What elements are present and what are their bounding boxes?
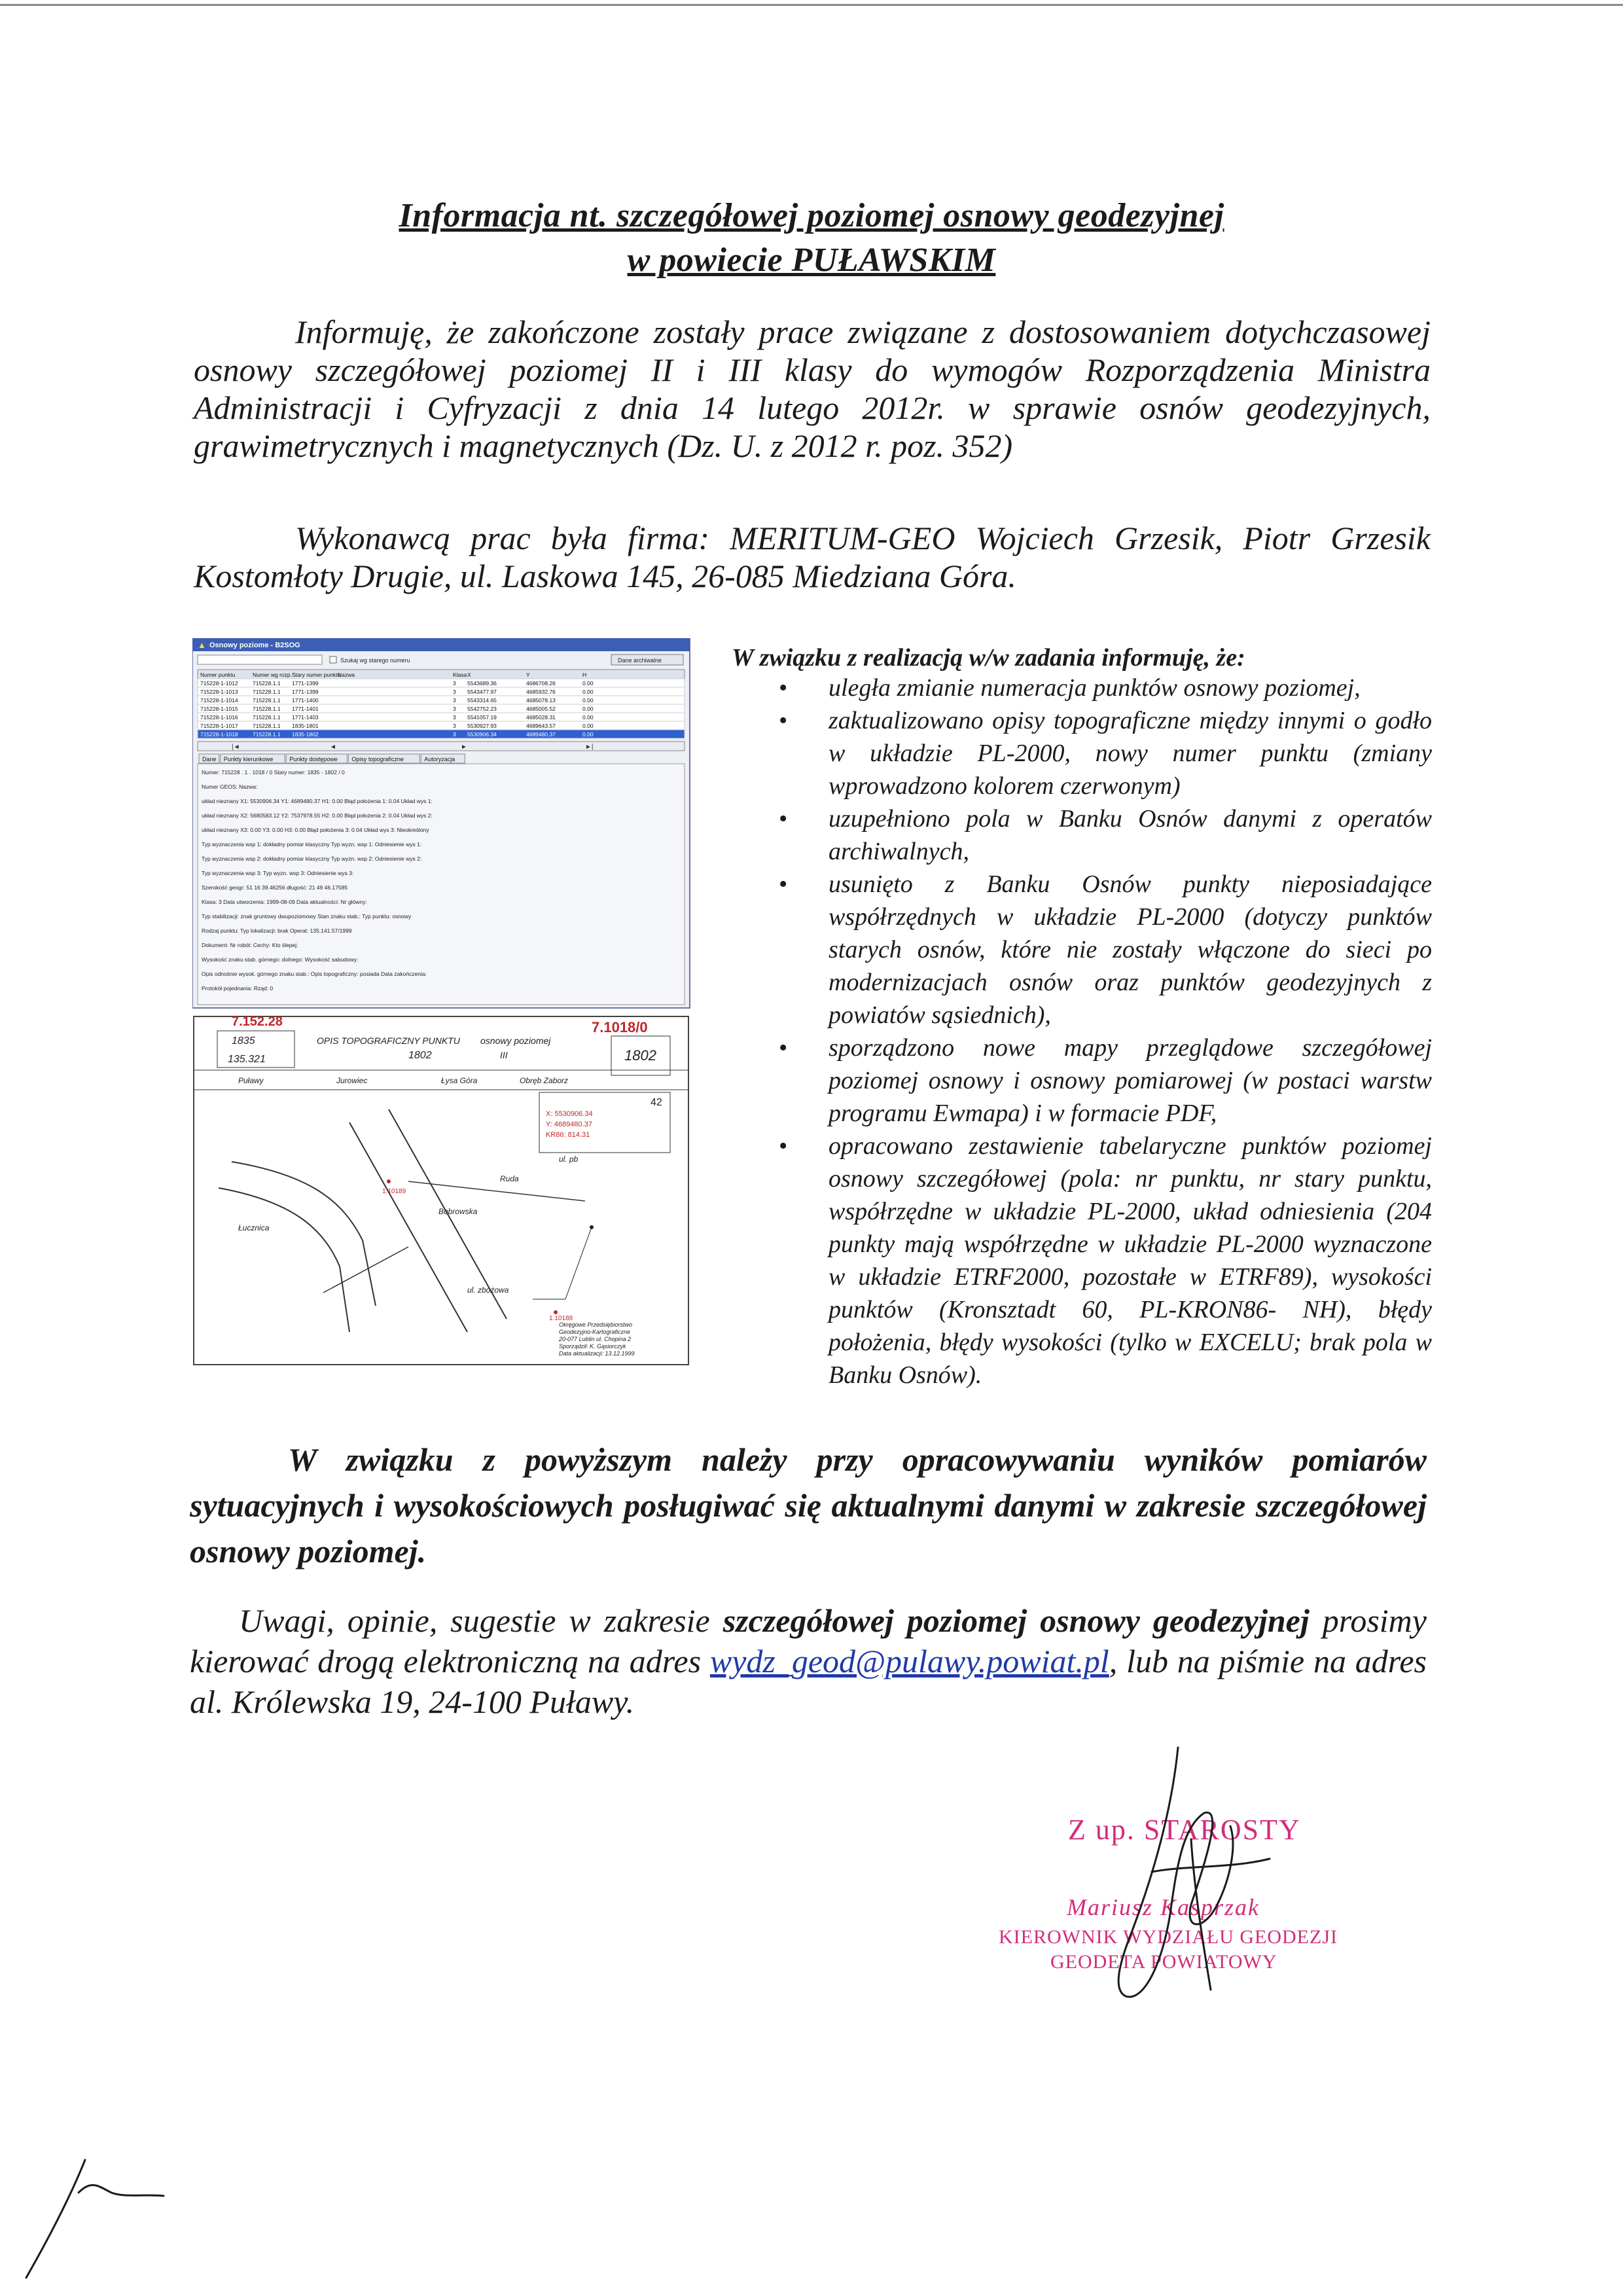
svg-text:|◄: |◄ [232,744,240,751]
table-cell: 5530927.93 [467,723,497,729]
table-cell: 715228.1.1 [253,714,281,721]
screenshot-figure [192,638,691,1367]
table-cell: 0.00 [582,723,594,729]
table-cell: 4685028.31 [526,714,556,721]
svg-text:X: 5530906.34: X: 5530906.34 [546,1110,593,1118]
form-row: Numer GEOS: Nazwa: [202,783,258,790]
table-cell: 3 [453,731,456,738]
svg-text:Bobrowska: Bobrowska [438,1207,478,1216]
table-cell: 3 [453,723,456,729]
table-cell: 1771-1399 [292,680,319,687]
table-cell: 715228-1-1017 [200,723,238,729]
form-row: Szerokość geogr: 51 16 39.46256 długość: 21 49 46.17585 [202,884,348,891]
table-cell: 715228-1-1012 [200,680,238,687]
stamp-line-1: Z up. STAROSTY [1068,1814,1301,1846]
handwritten-signature [1073,1734,1283,2009]
form-row: Protokół pojednania: Rząd: 0 [202,985,274,992]
topo-footer-line: Sporządził: K. Gąsiorczyk [559,1343,626,1350]
svg-text:Ruda: Ruda [500,1174,519,1183]
table-cell: 1771-1401 [292,706,319,712]
stamp-line-2: Mariusz Kasprzak [1067,1894,1260,1920]
tab-label: Punkty dostępowe [289,756,338,762]
topo-footer [558,1321,635,1357]
table-cell: 3 [453,697,456,704]
table-cell: 715228-1-1016 [200,714,238,721]
form-row: Opis odnośnie wysok. górnego znaku stab.: Opis topograficzny: posiada Data zakończenia: [202,971,427,977]
remarks-paragraph [190,1600,1427,1722]
form-row: Wysokość znaku stab. górnego: dolnego: Wysokość sabudowy: [202,956,359,963]
svg-text:Jurowiec: Jurowiec [336,1076,368,1085]
remarks-text-start: Uwagi, opinie, sugestie w zakresie [239,1602,723,1639]
table-cell: 715228.1.1 [253,731,281,738]
search-hint: Szukaj wg starego numeru [340,657,410,664]
changes-list [732,672,1432,1391]
table-cell: 5542752.23 [467,706,497,712]
list-item: • zaktualizowano opisy topograficzne między innymi o godło w układzie PL-2000, nowy numer punktu (zmiany wprowadzono kolorem czerwonym) [732,704,1432,802]
contractor-paragraph: Wykonawcą prac była firma: MERITUM-GEO Wojciech Grzesik, Piotr Grzesik Kostomłoty Drugie, ul. Laskowa 145, 26-085 Miedziana Góra. [194,520,1431,594]
svg-text:Łysa Góra: Łysa Góra [441,1076,478,1085]
table-cell: 1771-1399 [292,689,319,695]
form-row: Numer: 715228 . 1 . 1018 / 0 Stary numer: 1835 - 1802 / 0 [202,769,345,776]
table-cell: 4685932.76 [526,689,556,695]
table-cell: 4689480.37 [526,731,556,738]
table-cell: 715228-1-1018 [200,731,238,738]
table-cell: 1771-1403 [292,714,319,721]
svg-text:►|: ►| [585,744,594,751]
svg-text:Y: 4689480.37: Y: 4689480.37 [546,1121,592,1128]
grid-column-header: Nazwa [338,672,355,678]
svg-text:ul. zbożowa: ul. zbożowa [467,1285,509,1295]
grid-column-header: Y [526,672,530,678]
tab-label: Dane [202,756,217,762]
tab-label: Autoryzacja [424,756,455,762]
form-row: Typ stabilizacji: znak gruntowy dwupoziomowy Stan znaku stab.: Typ punktu: osnowy [202,913,412,920]
grid-column-header: Numer wg rozp. [253,672,292,678]
topo-footer-line: Geodezyjno-Kartograficzne [559,1329,631,1335]
table-cell: 4689643.57 [526,723,556,729]
window-title: Osnowy poziome - B2SOG [209,641,300,649]
remarks-text-middle: prosimy kierować drogą elektroniczną na adres [190,1602,1427,1679]
list-item: • usunięto z Banku Osnów punkty nieposiadające współrzędnych w układzie PL-2000 (dotyczy punktów starych osnów, które nie zostały włączone do sieci po modernizacjach osnów oraz punktów geodezyjnych z powiatów sąsiednich), [732,868,1432,1031]
table-cell: 715228.1.1 [253,689,281,695]
svg-text:◄: ◄ [330,744,336,751]
form-row: układ nieznany X2: 5680583.12 Y2: 7537978.55 H2: 0.00 Błąd położenia 2: 0.04 Układ wys 2: [202,812,433,819]
table-cell: 5541057.19 [467,714,497,721]
form-row: układ nieznany X1: 5530906.34 Y1: 4689480.37 H1: 0.00 Błąd położenia 1: 0.04 Układ wys 1: [202,798,433,804]
svg-text:Obręb Zaborz: Obręb Zaborz [520,1076,569,1085]
topo-number-right: 7.1018/0 [592,1019,648,1035]
email-link[interactable]: wydz_geod@pulawy.powiat.pl [709,1643,1109,1679]
grid-column-header: Klasa [453,672,467,678]
topo-footer-line: Data aktualizacji: 13.12.1999 [559,1350,635,1357]
form-tabs [199,754,465,763]
table-cell: 5530906.34 [467,731,497,738]
table-cell: 4686708.26 [526,680,556,687]
list-item: • uległa zmianie numeracja punktów osnowy poziomej, [732,672,1432,704]
document-title: Informacja nt. szczegółowej poziomej osnowy geodezyjnej [399,197,1224,234]
topo-number-left: 7.152.28 [232,1014,283,1029]
table-cell: 715228.1.1 [253,680,281,687]
embedded-screenshot [192,638,691,1367]
table-cell: 1835-1802 [292,731,319,738]
scan-top-edge [0,4,1623,6]
table-cell: 1771-1400 [292,697,319,704]
app-icon: ▲ [198,640,206,650]
table-cell: 715228-1-1013 [200,689,238,695]
form-row: Klasa: 3 Data utworzenia: 1999-08-09 Data aktualności: Nr główny: [202,899,367,905]
grid-column-header: H [582,672,587,678]
svg-text:1802: 1802 [408,1050,432,1061]
table-cell: 4685078.13 [526,697,556,704]
conclusion-paragraph: W związku z powyższym należy przy opracowywaniu wyników pomiarów sytuacyjnych i wysokościowych posługiwać się aktualnymi danymi w zakresie szczegółowej osnowy poziomej. [190,1441,1427,1570]
table-cell: 4685005.52 [526,706,556,712]
grid-column-header: X [467,672,471,678]
table-cell: 5543689.36 [467,680,497,687]
table-cell: 0.00 [582,689,594,695]
table-cell: 3 [453,680,456,687]
table-cell: 3 [453,714,456,721]
svg-text:1.10189: 1.10189 [382,1188,406,1195]
svg-text:1.10188: 1.10188 [549,1315,573,1322]
tab-label: Opisy topograficzne [351,756,404,762]
changes-heading: W związku z realizacją w/w zadania informuję, że: [732,644,1245,672]
table-cell: 5543314.65 [467,697,497,704]
tab-label: Punkty kierunkowe [223,756,274,762]
form-row: Rodzaj punktu: Typ lokalizacji: brak Operat: 135.141.57/1999 [202,927,352,934]
table-cell: 715228-1-1014 [200,697,238,704]
table-cell: 0.00 [582,697,594,704]
topo-sub-2: 135.321 [228,1054,266,1065]
remarks-bold-subject: szczegółowej poziomej osnowy geodezyjnej [722,1602,1310,1639]
topo-subtitle: osnowy poziomej [480,1035,551,1046]
archive-button: Dane archiwalne [618,657,662,664]
form-row: układ nieznany X3: 0.00 Y3: 0.00 H3: 0.00 Błąd położenia 3: 0.04 Układ wys 3: Nieokreślony [202,827,429,833]
table-cell: 3 [453,689,456,695]
svg-text:42: 42 [651,1097,662,1108]
topo-footer-line: 20-077 Lublin ul. Chopina 2 [559,1336,632,1342]
document-title-district: w powiecie PUŁAWSKIM [627,242,996,279]
stamp-line-4: GEODETA POWIATOWY [1050,1951,1277,1973]
table-cell: 715228.1.1 [253,706,281,712]
list-item: • sporządzono nowe mapy przeglądowe szczegółowej poziomej osnowy i osnowy pomiarowej (w postaci warstw programu Ewmapa) i w formacie PDF, [732,1031,1432,1130]
table-cell: 3 [453,706,456,712]
svg-text:Puławy: Puławy [238,1076,264,1085]
topo-point-number: 1802 [624,1047,656,1064]
table-cell: 0.00 [582,706,594,712]
grid-column-header: Stary numer punktu [292,672,341,678]
topo-sub-1: 1835 [232,1035,255,1047]
form-row: Dokument: Nr robót: Cechy: Kto ślepej: [202,942,298,948]
remarks-text-end: , lub na piśmie na adres al. Królewska 19, 24-100 Puławy. [190,1643,1427,1720]
table-cell: 0.00 [582,731,594,738]
table-cell: 0.00 [582,680,594,687]
table-cell: 1835-1801 [292,723,319,729]
svg-text:Łucznica: Łucznica [238,1223,270,1232]
svg-text:KR86: 814.31: KR86: 814.31 [546,1131,590,1139]
intro-paragraph: Informuję, że zakończone zostały prace związane z dostosowaniem dotychczasowej osnowy szczegółowej poziomej II i III klasy do wymogów Rozporządzenia Ministra Administracji i Cyfryzacji z dnia 14 lutego 2012r. w sprawie osnów geodezyjnych, grawimetrycznych i magnetycznych (Dz. U. z 2012 r. poz. 352) [194,314,1431,464]
form-row: Typ wyznaczenia wsp 3: Typ wyzn. wsp 3: Odniesienie wys 3: [202,870,354,876]
list-item: • uzupełniono pola w Banku Osnów danymi z operatów archiwalnych, [732,802,1432,868]
table-cell: 0.00 [582,714,594,721]
grid-rows [198,679,685,738]
form-row: Typ wyznaczenia wsp 2: dokładny pomiar klasyczny Typ wyzn. wsp 2: Odniesienie wys 2: [202,855,422,862]
table-cell: 5543477.97 [467,689,497,695]
svg-text:ul. pb: ul. pb [559,1155,579,1164]
topo-footer-line: Okręgowe Przedsiębiorstwo [559,1321,633,1328]
svg-text:►: ► [461,744,467,751]
handwritten-initials [13,2153,170,2284]
topo-class: III [500,1050,508,1060]
table-cell: 715228.1.1 [253,723,281,729]
table-cell: 715228-1-1015 [200,706,238,712]
table-cell: 715228.1.1 [253,697,281,704]
stamp-line-3: KIEROWNIK WYDZIAŁU GEODEZJI [999,1926,1338,1948]
form-row: Typ wyznaczenia wsp 1: dokładny pomiar klasyczny Typ wyzn. wsp 1: Odniesienie wys 1: [202,841,422,848]
list-item: • opracowano zestawienie tabelaryczne punktów poziomej osnowy szczegółowej (pola: nr punktu, nr stary punktu, współrzędne w układzie PL-2000, układ odniesienia (204 punkty mają współrzędne w układzie PL-2000 wyznaczone w układzie ETRF2000, pozostałe w ETRF89), wysokości punktów (Kronsztadt 60, PL-KRON86- NH), błędy położenia, błędy wysokości (tylko w EXCELU; brak pola w Banku Osnów). [732,1130,1432,1391]
grid-column-header: Numer punktu [200,672,236,678]
topo-title: OPIS TOPOGRAFICZNY PUNKTU [317,1035,460,1046]
